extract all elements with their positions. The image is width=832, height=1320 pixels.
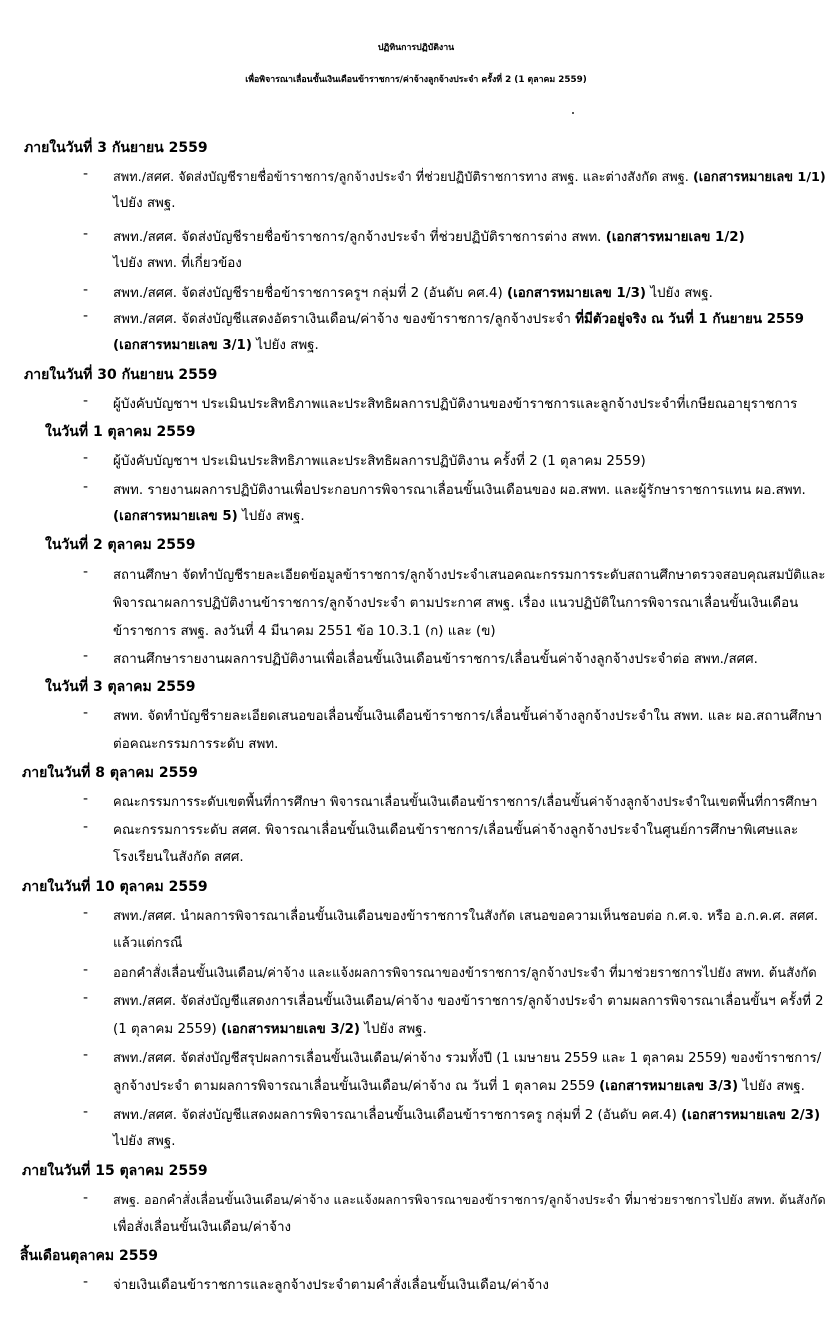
item-text: พิจารณาผลการปฏิบัติงานข้าราชการ/ลูกจ้างประจำ ตามประกาศ สพฐ. เรื่อง แนวปฏิบัติในการพิจารณาเลื่อนขั้นเงินเดือน (113, 596, 799, 611)
scan-speck (572, 112, 574, 114)
item-text: สพท./สศศ. จัดส่งบัญชีรายชื่อข้าราชการ/ลูกจ้างประจำ ที่ช่วยปฏิบัติราชการทาง สพฐ. และต่างสังกัด สพฐ. (เอกสารหมายเลข 1/1) (113, 170, 826, 185)
section-heading: ในวันที่ 3 ตุลาคม 2559 (45, 679, 196, 695)
bullet: - (83, 1274, 89, 1290)
item-text: โรงเรียนในสังกัด สศศ. (113, 850, 244, 865)
bullet: - (83, 564, 89, 580)
item-text: สพท./สศศ. จัดส่งบัญชีแสดงการเลื่อนขั้นเงินเดือน/ค่าจ้าง ของข้าราชการ/ลูกจ้างประจำ ตามผลการพิจารณาเลื่อนขั้นฯ ครั้งที่ 2 (113, 994, 824, 1009)
item-text: สพท./สศศ. จัดส่งบัญชีสรุปผลการเลื่อนขั้นเงินเดือน/ค่าจ้าง รวมทั้งปี (1 เมษายน 2559 และ 1 ตุลาคม 2559) ของข้าราชการ/ (113, 1051, 822, 1066)
section-heading: ในวันที่ 1 ตุลาคม 2559 (45, 424, 196, 440)
bullet: - (83, 1047, 89, 1063)
bullet: - (83, 1190, 89, 1206)
bullet: - (83, 226, 89, 242)
bullet: - (83, 450, 89, 466)
document-subtitle: เพื่อพิจารณาเลื่อนขั้นเงินเดือนข้าราชการ/ค่าจ้างลูกจ้างประจำ ครั้งที่ 2 (1 ตุลาคม 2559) (245, 75, 587, 85)
section-heading: ภายในวันที่ 10 ตุลาคม 2559 (22, 879, 208, 895)
item-text: สพท./สศศ. นำผลการพิจารณาเลื่อนขั้นเงินเดือนของข้าราชการในสังกัด เสนอขอความเห็นชอบต่อ ก.ศ.จ. หรือ อ.ก.ค.ศ. สศศ. (113, 909, 819, 924)
bullet: - (83, 393, 89, 409)
item-text: ต่อคณะกรรมการระดับ สพท. (113, 737, 279, 752)
item-text: จ่ายเงินเดือนข้าราชการและลูกจ้างประจำตามคำสั่งเลื่อนขั้นเงินเดือน/ค่าจ้าง (113, 1278, 549, 1293)
item-text: คณะกรรมการระดับ สศศ. พิจารณาเลื่อนขั้นเงินเดือนข้าราชการ/เลื่อนขั้นค่าจ้างลูกจ้างประจำในศูนย์การศึกษาพิเศษและ (113, 823, 799, 838)
section-heading: ภายในวันที่ 8 ตุลาคม 2559 (22, 765, 198, 781)
bullet: - (83, 479, 89, 495)
item-text: ออกคำสั่งเลื่อนขั้นเงินเดือน/ค่าจ้าง และแจ้งผลการพิจารณาของข้าราชการ/ลูกจ้างประจำ ที่มาช่วยราชการไปยัง สพท. ต้นสังกัด (113, 966, 817, 981)
document-title: ปฏิทินการปฏิบัติงาน (377, 43, 455, 53)
item-text: สพฐ. ออกคำสั่งเลื่อนขั้นเงินเดือน/ค่าจ้าง และแจ้งผลการพิจารณาของข้าราชการ/ลูกจ้างประจำ ที่มาช่วยราชการไปยัง สพท. ต้นสังกัด (113, 1192, 826, 1207)
bullet: - (83, 308, 89, 324)
bullet: - (83, 282, 89, 298)
item-text: แล้วแต่กรณี (113, 936, 183, 951)
item-text: ไปยัง สพท. ที่เกี่ยวข้อง (113, 256, 242, 271)
item-text: (เอกสารหมายเลข 5) ไปยัง สพฐ. (113, 509, 305, 524)
item-text: ไปยัง สพฐ. (113, 1134, 176, 1149)
item-text: ไปยัง สพฐ. (113, 196, 176, 211)
bullet: - (83, 962, 89, 978)
item-text: คณะกรรมการระดับเขตพื้นที่การศึกษา พิจารณาเลื่อนขั้นเงินเดือนข้าราชการ/เลื่อนขั้นค่าจ้างลูกจ้างประจำในเขตพื้นที่การศึกษา (113, 795, 818, 810)
item-text: สพท./สศศ. จัดส่งบัญชีรายชื่อข้าราชการครูฯ กลุ่มที่ 2 (อันดับ คศ.4) (เอกสารหมายเลข 1/3) ไปยัง สพฐ. (113, 286, 713, 301)
item-text: ผู้บังคับบัญชาฯ ประเมินประสิทธิภาพและประสิทธิผลการปฏิบัติงาน ครั้งที่ 2 (1 ตุลาคม 2559) (113, 454, 646, 469)
item-text: เพื่อสั่งเลื่อนขั้นเงินเดือน/ค่าจ้าง (113, 1220, 292, 1235)
item-text: สพท./สศศ. จัดส่งบัญชีรายชื่อข้าราชการ/ลูกจ้างประจำ ที่ช่วยปฏิบัติราชการต่าง สพท. (เอกสารหมายเลข 1/2) (113, 230, 745, 245)
item-text: ข้าราชการ สพฐ. ลงวันที่ 4 มีนาคม 2551 ข้อ 10.3.1 (ก) และ (ข) (113, 624, 496, 639)
item-text: (เอกสารหมายเลข 3/1) ไปยัง สพฐ. (113, 338, 319, 353)
item-text: สถานศึกษา จัดทำบัญชีรายละเอียดข้อมูลข้าราชการ/ลูกจ้างประจำเสนอคณะกรรมการระดับสถานศึกษาตรวจสอบคุณสมบัติและ (113, 568, 826, 583)
item-text: ลูกจ้างประจำ ตามผลการพิจารณาเลื่อนขั้นเงินเดือน/ค่าจ้าง ณ วันที่ 1 ตุลาคม 2559 (เอกสารหมายเลข 3/3) ไปยัง สพฐ. (113, 1079, 805, 1094)
section-heading: ภายในวันที่ 15 ตุลาคม 2559 (22, 1163, 208, 1179)
bullet: - (83, 1104, 89, 1120)
section-heading: ภายในวันที่ 3 กันยายน 2559 (24, 140, 208, 156)
item-text: สพท. รายงานผลการปฏิบัติงานเพื่อประกอบการพิจารณาเลื่อนขั้นเงินเดือนของ ผอ.สพท. และผู้รักษาราชการแทน ผอ.สพท. (113, 483, 806, 498)
bullet: - (83, 819, 89, 835)
item-text: สพท./สศศ. จัดส่งบัญชีแสดงผลการพิจารณาเลื่อนขั้นเงินเดือนข้าราชการครู กลุ่มที่ 2 (อันดับ คศ.4) (เอกสารหมายเลข 2/3) (113, 1108, 821, 1123)
item-text: สพท. จัดทำบัญชีรายละเอียดเสนอขอเลื่อนขั้นเงินเดือนข้าราชการ/เลื่อนขั้นค่าจ้างลูกจ้างประจำใน สพท. และ ผอ.สถานศึกษา (113, 709, 823, 724)
bullet: - (83, 990, 89, 1006)
bullet: - (83, 648, 89, 664)
bullet: - (83, 166, 89, 182)
item-text: สถานศึกษารายงานผลการปฏิบัติงานเพื่อเลื่อนขั้นเงินเดือนข้าราชการ/เลื่อนขั้นค่าจ้างลูกจ้างประจำต่อ สพท./สศศ. (113, 652, 758, 667)
bullet: - (83, 705, 89, 721)
item-text: สพท./สศศ. จัดส่งบัญชีแสดงอัตราเงินเดือน/ค่าจ้าง ของข้าราชการ/ลูกจ้างประจำ ที่มีตัวอยู่จริง ณ วันที่ 1 กันยายน 2559 (113, 312, 804, 327)
bullet: - (83, 905, 89, 921)
bullet: - (83, 791, 89, 807)
section-heading: สิ้นเดือนตุลาคม 2559 (20, 1248, 158, 1264)
section-heading: ในวันที่ 2 ตุลาคม 2559 (45, 537, 196, 553)
item-text: ผู้บังคับบัญชาฯ ประเมินประสิทธิภาพและประสิทธิผลการปฏิบัติงานของข้าราชการและลูกจ้างประจำที่เกษียณอายุราชการ (113, 397, 798, 412)
item-text: (1 ตุลาคม 2559) (เอกสารหมายเลข 3/2) ไปยัง สพฐ. (113, 1022, 427, 1037)
section-heading: ภายในวันที่ 30 กันยายน 2559 (24, 367, 218, 383)
